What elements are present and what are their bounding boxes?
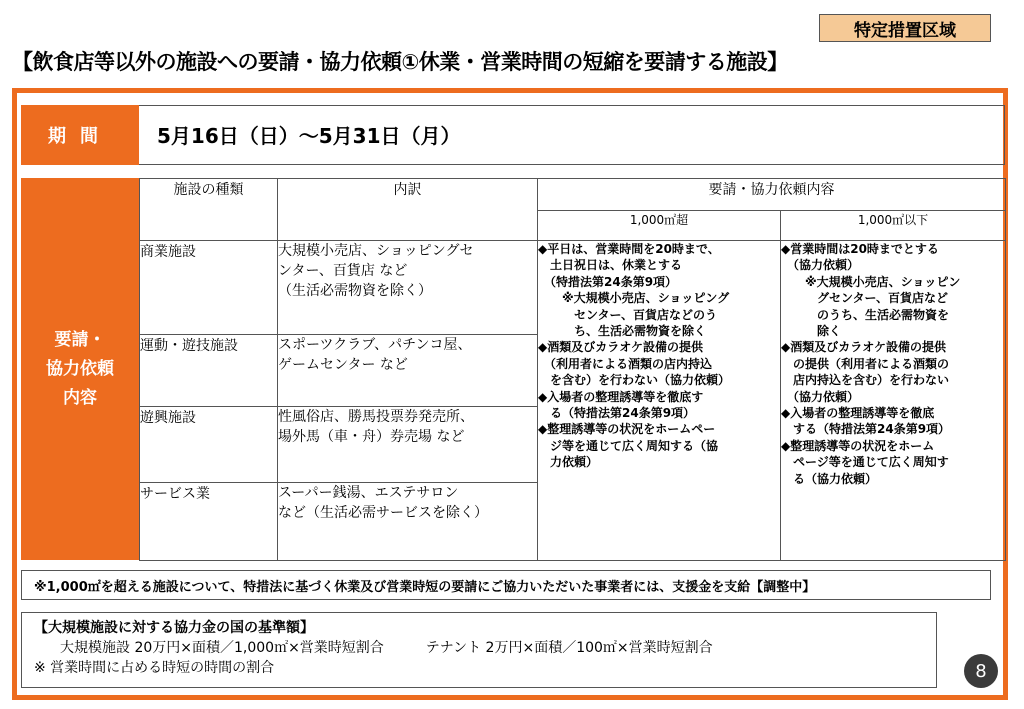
request-line: ◆入場者の整理誘導等を徹底す <box>538 389 704 404</box>
header-detail: 内訳 <box>278 179 538 241</box>
request-line: ◆営業時間は20時までとする <box>781 242 939 256</box>
request-line: ◆入場者の整理誘導等を徹底 <box>781 406 935 421</box>
request-line: ※大規模小売店、ショッピン <box>781 274 961 289</box>
table-row <box>140 241 1006 335</box>
facility-type-cell: 遊興施設 <box>140 407 278 483</box>
request-label-line: 協力依頼 <box>46 358 114 379</box>
facility-table <box>139 178 1006 561</box>
request-label <box>21 178 139 560</box>
request-label-line: 要請・ <box>54 329 106 350</box>
header-over-1000: 1,000㎡超 <box>538 211 781 241</box>
request-line: （協力依頼） <box>781 258 860 273</box>
facility-detail-cell: 性風俗店、勝馬投票券発売所、 場外馬（車・舟）券売場 など <box>278 407 538 483</box>
request-line: ※大規模小売店、ショッピング <box>538 291 730 306</box>
request-line: （協力依頼） <box>781 389 860 404</box>
period-value: 5月16日（日）～5月31日（月） <box>157 124 461 148</box>
request-line: （特措法第24条第9項） <box>538 274 678 289</box>
request-line: ◆整理誘導等の状況をホーム <box>781 438 935 453</box>
request-label-line: 内容 <box>63 387 97 408</box>
request-line: （利用者による酒類の店内持込 <box>538 356 713 371</box>
facility-type-cell: 商業施設 <box>140 241 278 335</box>
facility-type-cell: 運動・遊技施設 <box>140 335 278 407</box>
request-line: ◆酒類及びカラオケ設備の提供 <box>781 340 946 355</box>
facility-detail-cell: 大規模小売店、ショッピングセ ンター、百貨店 など （生活必需物資を除く） <box>278 241 538 335</box>
request-line: ジ等を通じて広く周知する（協 <box>538 438 719 453</box>
special-measures-zone-badge: 特定措置区域 <box>819 14 991 42</box>
request-over-1000-cell <box>538 241 781 561</box>
header-facility-type: 施設の種類 <box>140 179 278 241</box>
support-grant-note: ※1,000㎡を超える施設について、特措法に基づく休業及び営業時短の要請にご協力いただいた事業者には、支援金を支給【調整中】 <box>21 570 991 600</box>
request-line: 除く <box>781 324 842 339</box>
request-line: 力依頼） <box>538 455 599 470</box>
request-line: グセンター、百貨店など <box>781 291 949 306</box>
header-request-content: 要請・協力依頼内容 <box>538 179 1006 211</box>
page-number: 8 <box>964 654 998 688</box>
header-under-1000: 1,000㎡以下 <box>781 211 1006 241</box>
request-line: ち、生活必需物資を除く <box>538 324 707 339</box>
request-line: 土日祝日は、休業とする <box>538 258 683 273</box>
facility-type-cell: サービス業 <box>140 483 278 561</box>
request-line: する（特措法第24条第9項） <box>781 422 951 437</box>
request-line: ◆整理誘導等の状況をホームペー <box>538 422 716 437</box>
request-line: る（特措法第24条第9項） <box>538 406 696 421</box>
page-title: 【飲食店等以外の施設への要請・協力依頼①休業・営業時間の短縮を要請する施設】 <box>12 50 788 74</box>
request-line: ◆酒類及びカラオケ設備の提供 <box>538 340 703 355</box>
cooperation-fund-footnote: ※ 営業時間に占める時短の時間の割合 <box>34 660 275 676</box>
request-line: ◆平日は、営業時間を20時まで、 <box>538 242 720 256</box>
period-label: 期間 <box>21 105 139 165</box>
request-line: センター、百貨店などのう <box>538 307 718 322</box>
request-line: 店内持込を含む）を行わない <box>781 373 950 388</box>
cooperation-fund-heading: 【大規模施設に対する協力金の国の基準額】 <box>34 620 314 636</box>
request-under-1000-cell <box>781 241 1006 561</box>
request-line: を含む）を行わない（協力依頼） <box>538 373 731 388</box>
request-line: の提供（利用者による酒類の <box>781 356 950 371</box>
request-line: のうち、生活必需物資を <box>781 307 950 322</box>
request-line: る（協力依頼） <box>781 471 878 486</box>
facility-detail-cell: スポーツクラブ、パチンコ屋、 ゲームセンター など <box>278 335 538 407</box>
facility-detail-cell: スーパー銭湯、エステサロン など（生活必需サービスを除く） <box>278 483 538 561</box>
cooperation-fund-note <box>21 612 937 688</box>
request-line: ページ等を通じて広く周知す <box>781 455 949 470</box>
cooperation-fund-formula: 大規模施設 20万円×面積／1,000㎡×営業時短割合 テナント 2万円×面積／100㎡×営業時短割合 <box>60 640 713 656</box>
